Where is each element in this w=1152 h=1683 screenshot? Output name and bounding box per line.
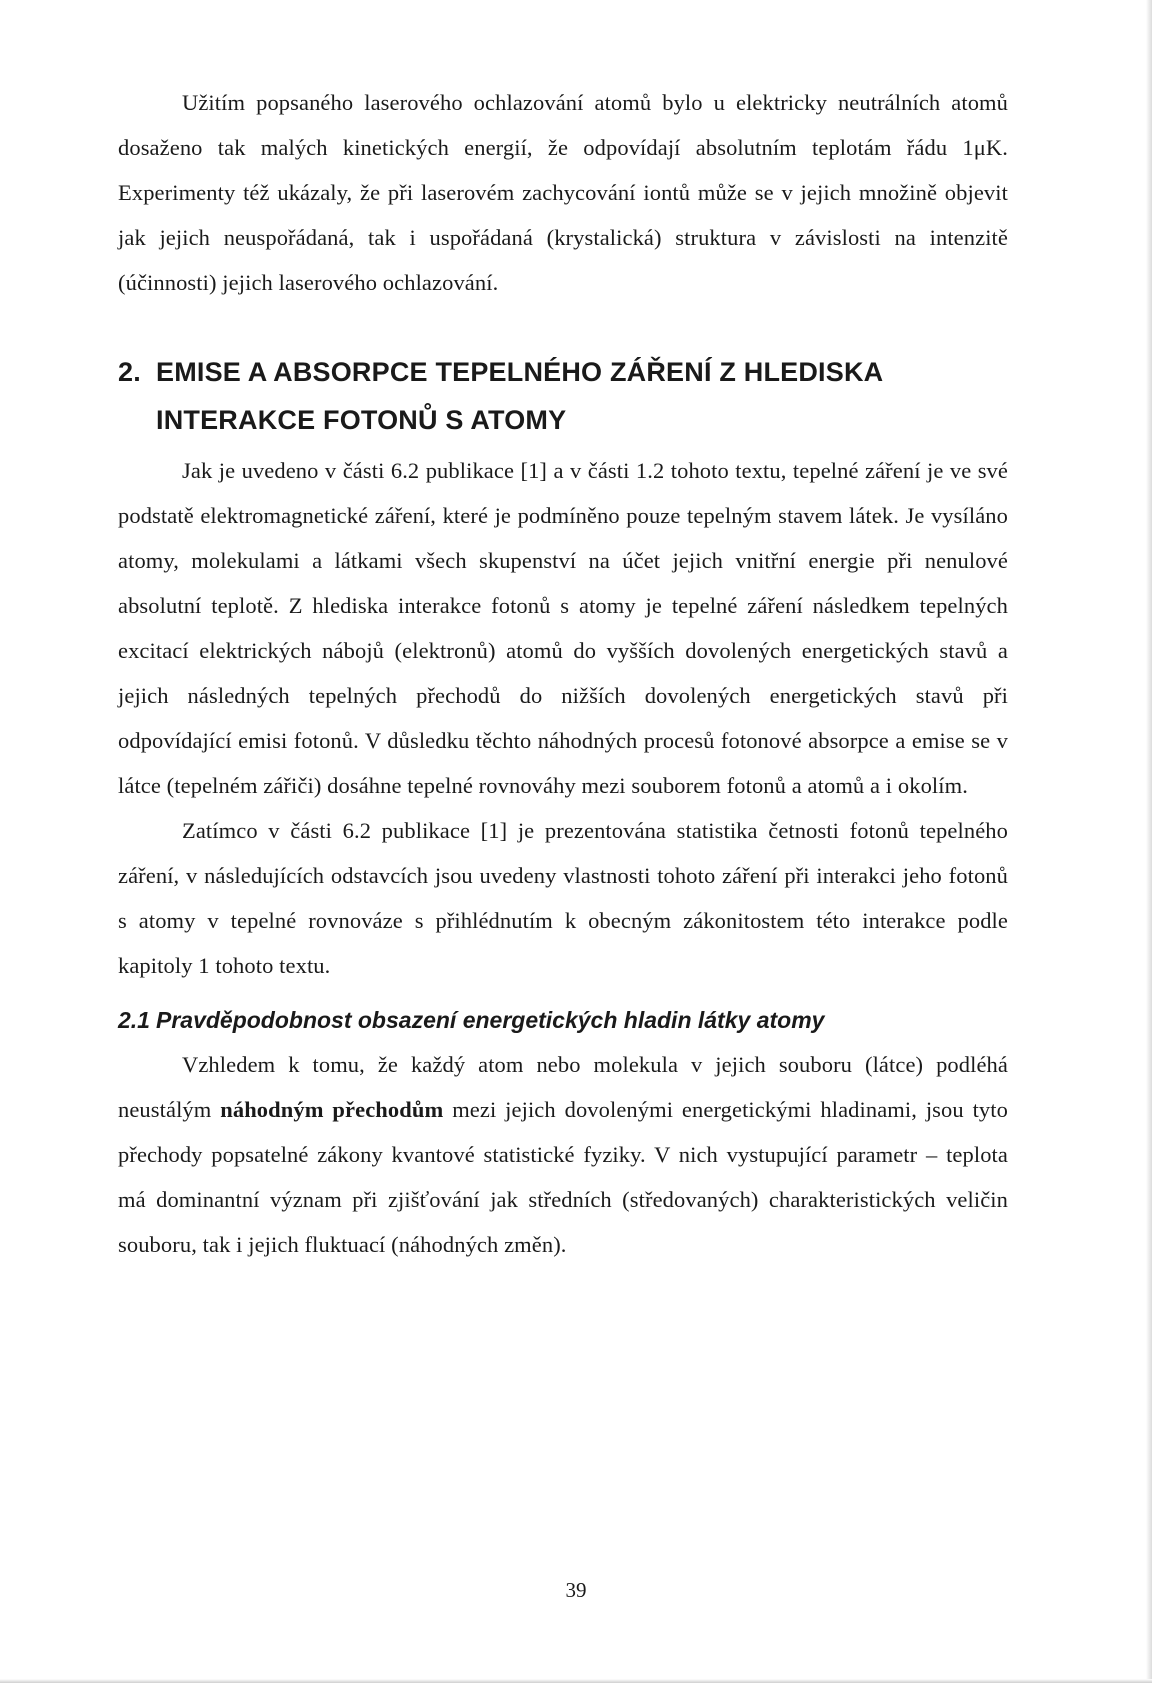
section-title-line2: INTERAKCE FOTONŮ S ATOMY [156, 405, 567, 435]
subsection-body [118, 1042, 1008, 1267]
subsection-bold-term: náhodným přechodům [220, 1097, 444, 1122]
section-paragraph-2: Zatímco v části 6.2 publikace [1] je prezentována statistika četnosti fotonů tepelného záření, v následujících odstavcích jsou uvedeny vlastnosti tohoto záření při interakci jeho fotonů s atomy v tepelné rovnováze s přihlédnutím k obecným zákonitostem této interakce podle kapitoly 1 tohoto textu. [118, 818, 1008, 978]
scan-right-edge [1146, 0, 1152, 1683]
page-number: 39 [565, 1578, 587, 1602]
section-number: 2. [118, 357, 141, 387]
subsection-number: 2.1 [118, 1007, 150, 1033]
subsection-paragraph [118, 1042, 1008, 1267]
section-body [118, 448, 1008, 988]
subsection-text-before: Vzhledem k tomu, že každý atom nebo molekula v jejich souboru (látce) podléhá neustálým [118, 1052, 1008, 1122]
section-title-line1: EMISE A ABSORPCE TEPELNÉHO ZÁŘENÍ Z HLEDISKA [156, 357, 884, 387]
section-heading [118, 348, 1008, 444]
intro-paragraph: Užitím popsaného laserového ochlazování atomů bylo u elektricky neutrálních atomů dosaženo tak malých kinetických energií, že odpovídají absolutním teplotám řádu 1μK. Experimenty též ukázaly, že při laserovém zachycování iontů může se v jejich množině objevit jak jejich neuspořádaná, tak i uspořádaná (krystalická) struktura v závislosti na intenzitě (účinnosti) jejich laserového ochlazování. [118, 90, 1008, 295]
subsection-heading [118, 1000, 1008, 1040]
intro-section [118, 80, 1008, 305]
scan-bottom-edge [0, 1679, 1152, 1683]
subsection-text-after: mezi jejich dovolenými energetickými hladinami, jsou tyto přechody popsatelné zákony kvantové statistické fyziky. V nich vystupující parametr – teplota má dominantní význam při zjišťování jak středních (středovaných) charakteristických veličin souboru, tak i jejich fluktuací (náhodných změn). [118, 1097, 1008, 1257]
section-paragraph-1: Jak je uvedeno v části 6.2 publikace [1] a v části 1.2 tohoto textu, tepelné záření je ve své podstatě elektromagnetické záření, které je podmíněno pouze tepelným stavem látek. Je vysíláno atomy, molekulami a látkami všech skupenství na účet jejich vnitřní energie při nenulové absolutní teplotě. Z hlediska interakce fotonů s atomy je tepelné záření následkem tepelných excitací elektrických nábojů (elektronů) atomů do vyšších dovolených energetických stavů a jejich následných tepelných přechodů do nižších dovolených energetických stavů při odpovídající emisi fotonů. V důsledku těchto náhodných procesů fotonové absorpce a emise se v látce (tepelném zářiči) dosáhne tepelné rovnováhy mezi souborem fotonů a atomů a i okolím. [118, 458, 1008, 798]
subsection-title: Pravděpodobnost obsazení energetických hladin látky atomy [155, 1007, 825, 1033]
